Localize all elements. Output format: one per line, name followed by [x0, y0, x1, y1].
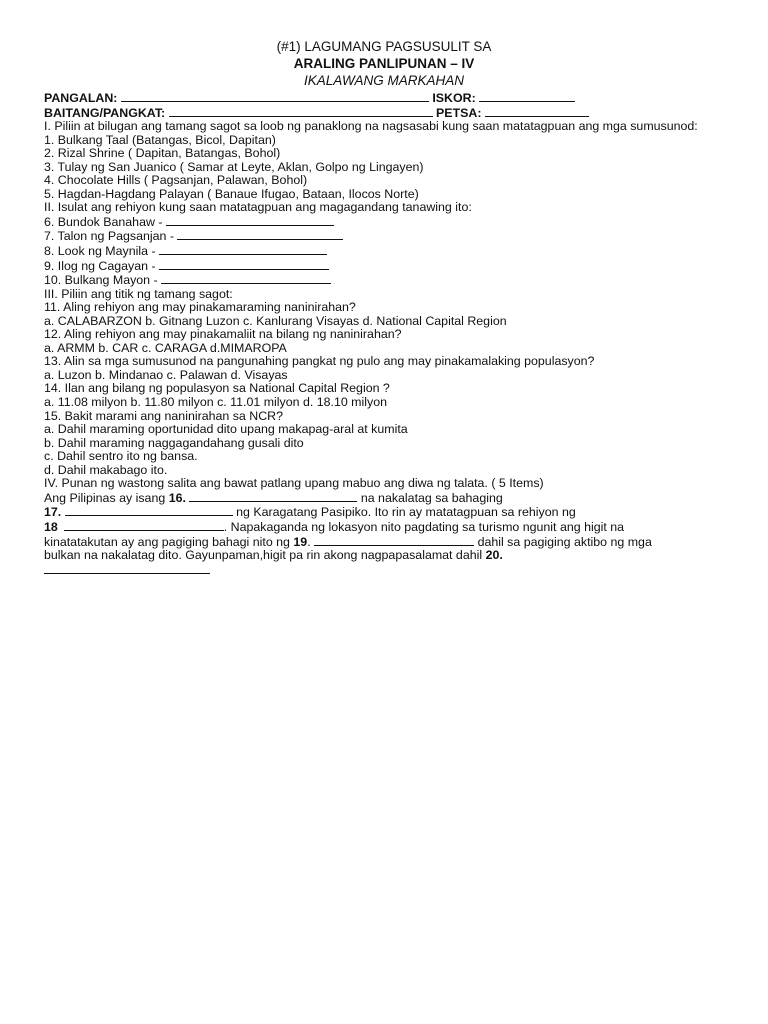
grade-date-line [44, 106, 734, 121]
paragraph-line: 17. ng Karagatang Pasipiko. Ito rin ay matatagpuan sa rehiyon ng [44, 505, 576, 520]
paragraph-line: kinatatakutan ay ang pagiging bahagi nito ng 19. dahil sa pagiging aktibo ng mga [44, 534, 652, 549]
item-number: 19 [293, 534, 308, 549]
paragraph-line [44, 563, 734, 578]
part2-item: 10. Bulkang Mayon - [44, 273, 734, 288]
part2-item: 6. Bundok Banahaw - [44, 215, 734, 230]
part2-item: 7. Talon ng Pagsanjan - [44, 229, 734, 244]
score-blank[interactable] [479, 91, 575, 102]
question-choice: b. Dahil maraming naggagandahang gusali dito [44, 435, 304, 450]
part1-instruction: I. Piliin at bilugan ang tamang sagot sa loob ng panaklong na nagsasabi kung saan matatagpuan ang mga sumusunod: [44, 119, 698, 134]
date-label: PETSA: [436, 105, 482, 120]
paragraph-line: bulkan na nakalatag dito. Gayunpaman,higit pa rin akong nagpapasalamat dahil 20. [44, 548, 503, 563]
answer-blank-17[interactable] [65, 505, 233, 516]
answer-blank[interactable] [177, 229, 343, 240]
question-choice: c. Dahil sentro ito ng bansa. [44, 449, 198, 464]
answer-blank-16[interactable] [189, 491, 357, 502]
item-number: 20. [485, 548, 503, 563]
quiz-title: (#1) LAGUMANG PAGSUSULIT SA [276, 39, 492, 54]
paragraph-line: Ang Pilipinas ay isang 16. na nakalatag sa bahaging [44, 490, 503, 505]
part2-item: 8. Look ng Maynila - [44, 244, 734, 259]
paragraph-line: 18 . Napakaganda ng lokasyon nito pagdating sa turismo ngunit ang higit na [44, 519, 625, 534]
question-choices: a. ARMM b. CAR c. CARAGA d.MIMAROPA [44, 340, 287, 355]
part4-instruction: IV. Punan ng wastong salita ang bawat patlang upang mabuo ang diwa ng talata. ( 5 Items) [44, 476, 544, 491]
grade-label: BAITANG/PANGKAT: [44, 105, 166, 120]
quarter-title: IKALAWANG MARKAHAN [303, 73, 465, 88]
date-blank[interactable] [485, 106, 589, 117]
question-text: 12. Aling rehiyon ang may pinakamaliit na bilang ng naninirahan? [44, 327, 402, 342]
part2-instruction: II. Isulat ang rehiyon kung saan matatagpuan ang magagandang tanawing ito: [44, 200, 472, 215]
question-choices: a. 11.08 milyon b. 11.80 milyon c. 11.01 milyon d. 18.10 milyon [44, 395, 387, 410]
answer-blank-18[interactable] [64, 520, 224, 531]
item-number: 17. [44, 505, 62, 520]
name-score-line [44, 91, 734, 106]
answer-blank-19[interactable] [314, 535, 474, 546]
question-text: 15. Bakit marami ang naninirahan sa NCR? [44, 408, 283, 423]
grade-blank[interactable] [169, 106, 433, 117]
part1-item: 3. Tulay ng San Juanico ( Samar at Leyte, Aklan, Golpo ng Lingayen) [44, 159, 424, 174]
question-text: 11. Aling rehiyon ang may pinakamaraming naninirahan? [44, 300, 356, 315]
question-text: 14. Ilan ang bilang ng populasyon sa National Capital Region ? [44, 381, 390, 396]
part1-item: 2. Rizal Shrine ( Dapitan, Batangas, Bohol) [44, 146, 281, 161]
part2-item: 9. Ilog ng Cagayan - [44, 259, 734, 274]
item-number: 18 [44, 519, 58, 534]
score-label: ISKOR: [432, 91, 476, 105]
name-blank[interactable] [121, 91, 429, 102]
name-label: PANGALAN: [44, 91, 118, 105]
part3-instruction: III. Piliin ang titik ng tamang sagot: [44, 286, 233, 301]
answer-blank-20[interactable] [44, 563, 210, 574]
subject-title: ARALING PANLIPUNAN – IV [293, 56, 475, 71]
question-text: 13. Alin sa mga sumusunod na pangunahing pangkat ng pulo ang may pinakamalaking populasyon? [44, 354, 595, 369]
worksheet-body [44, 91, 734, 577]
item-number: 16. [168, 490, 186, 505]
question-choice: a. Dahil maraming oportunidad dito upang makapag-aral at kumita [44, 422, 408, 437]
question-choices: a. CALABARZON b. Gitnang Luzon c. Kanlurang Visayas d. National Capital Region [44, 313, 507, 328]
answer-blank[interactable] [161, 273, 331, 284]
question-choices: a. Luzon b. Mindanao c. Palawan d. Visayas [44, 367, 288, 382]
answer-blank[interactable] [159, 259, 329, 270]
answer-blank[interactable] [159, 244, 327, 255]
part1-item: 5. Hagdan-Hagdang Palayan ( Banaue Ifugao, Bataan, Ilocos Norte) [44, 186, 419, 201]
part1-item: 4. Chocolate Hills ( Pagsanjan, Palawan, Bohol) [44, 173, 308, 188]
question-choice: d. Dahil makabago ito. [44, 462, 168, 477]
part1-item: 1. Bulkang Taal (Batangas, Bicol, Dapitan) [44, 132, 276, 147]
answer-blank[interactable] [166, 215, 334, 226]
